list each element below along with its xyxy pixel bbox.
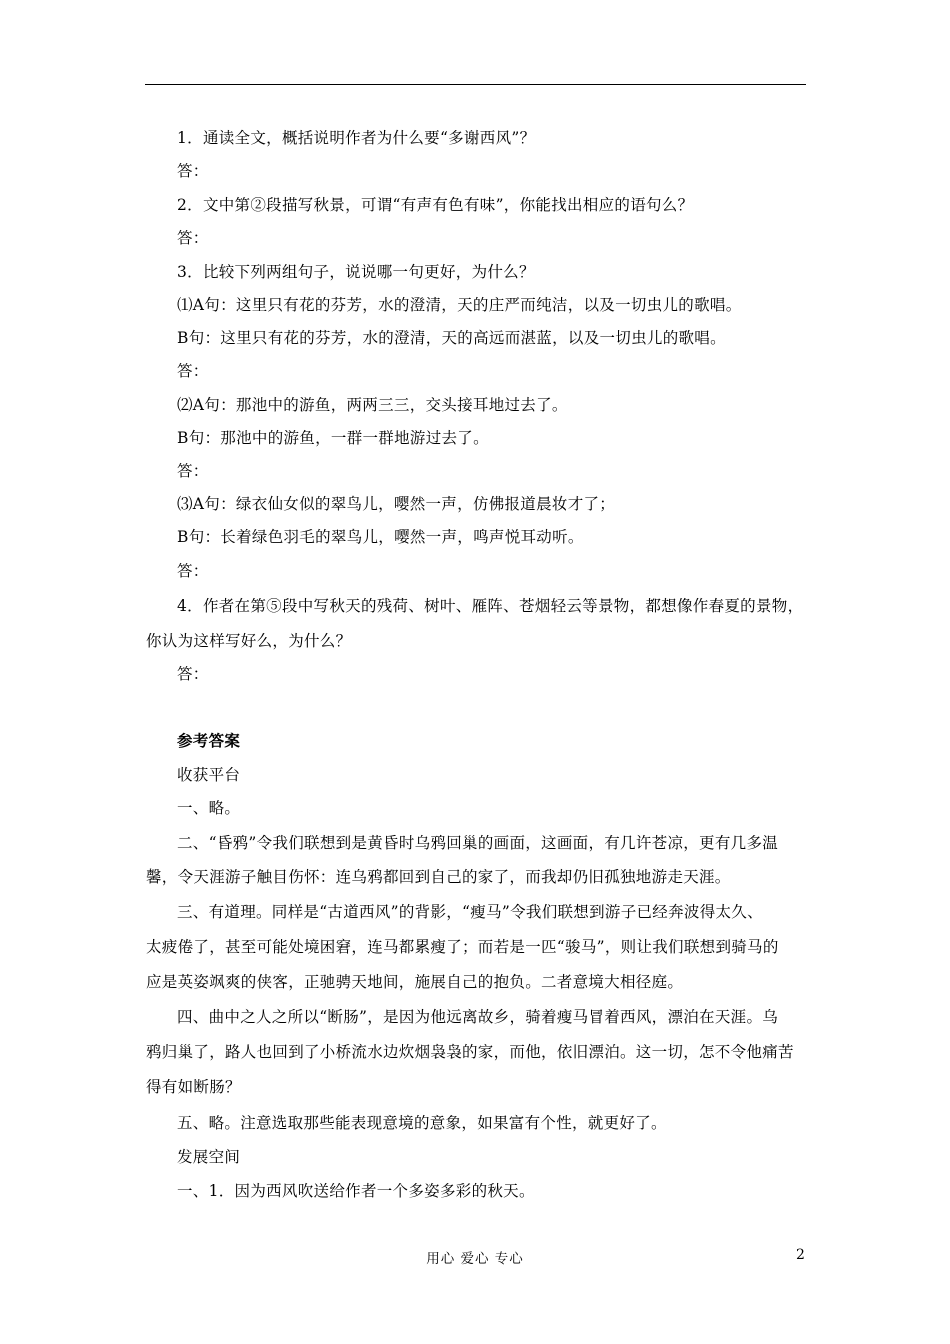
question-3-1-b: B句：这里只有花的芬芳，水的澄清，天的高远而湛蓝，以及一切虫儿的歌唱。 <box>177 329 726 347</box>
answer-item-3-line-1: 三、有道理。同样是“古道西风”的背影，“瘦马”令我们联想到游子已经奔波得太久、 <box>177 903 763 921</box>
answers-heading: 参考答案 <box>177 731 241 750</box>
question-2: 2．文中第②段描写秋景，可谓“有声有色有味”，你能找出相应的语句么？ <box>177 196 694 214</box>
answer-blank: 答： <box>177 665 209 683</box>
answer-item-2-line-1: 二、“昏鸦”令我们联想到是黄昏时乌鸦回巢的画面，这画面，有几许苍凉，更有几多温 <box>177 834 779 852</box>
answer-item-4-line-1: 四、曲中之人之所以“断肠”，是因为他远离故乡，骑着瘦马冒着西风，漂泊在天涯。乌 <box>177 1008 779 1026</box>
section-title-harvest: 收获平台 <box>177 766 241 784</box>
section-title-development: 发展空间 <box>177 1148 241 1166</box>
answer-item-2-line-2: 馨，令天涯游子触目伤怀：连乌鸦都回到自己的家了，而我却仍旧孤独地游走天涯。 <box>146 868 731 886</box>
answer-blank: 答： <box>177 562 209 580</box>
header-rule <box>145 84 806 85</box>
answer-item-5: 五、略。注意选取那些能表现意境的意象，如果富有个性，就更好了。 <box>177 1114 667 1132</box>
question-3-2-b: B句：那池中的游鱼，一群一群地游过去了。 <box>177 429 489 447</box>
question-3-2-a: ⑵A句：那池中的游鱼，两两三三，交头接耳地过去了。 <box>177 396 568 414</box>
question-4-line-1: 4．作者在第⑤段中写秋天的残荷、树叶、雁阵、苍烟轻云等景物，都想像作春夏的景物， <box>177 597 804 615</box>
question-3-3-a: ⑶A句：绿衣仙女似的翠鸟儿，嘤然一声，仿佛报道晨妆才了； <box>177 495 616 513</box>
footer-motto: 用心 爱心 专心 <box>426 1251 524 1267</box>
answer-blank: 答： <box>177 162 209 180</box>
question-1: 1．通读全文，概括说明作者为什么要“多谢西风”？ <box>177 129 536 147</box>
question-3: 3．比较下列两组句子，说说哪一句更好，为什么？ <box>177 263 535 281</box>
answer-item-4-line-2: 鸦归巢了，路人也回到了小桥流水边炊烟袅袅的家，而他，依旧漂泊。这一切，怎不令他痛苦 <box>146 1043 794 1061</box>
answer-item-4-line-3: 得有如断肠？ <box>146 1078 241 1096</box>
question-3-1-a: ⑴A句：这里只有花的芬芳，水的澄清，天的庄严而纯洁，以及一切虫儿的歌唱。 <box>177 296 742 314</box>
page-number: 2 <box>796 1247 805 1263</box>
answer-item-1: 一、略。 <box>177 799 241 817</box>
answer-blank: 答： <box>177 462 209 480</box>
question-3-3-b: B句：长着绿色羽毛的翠鸟儿，嘤然一声，鸣声悦耳动听。 <box>177 528 584 546</box>
answer-blank: 答： <box>177 229 209 247</box>
answer-blank: 答： <box>177 362 209 380</box>
question-4-line-2: 你认为这样写好么，为什么？ <box>146 632 352 650</box>
answer-item-3-line-2: 太疲倦了，甚至可能处境困窘，连马都累瘦了；而若是一匹“骏马”，则让我们联想到骑马的 <box>146 938 779 956</box>
answer-item-6: 一、1．因为西风吹送给作者一个多姿多彩的秋天。 <box>177 1182 535 1200</box>
answer-item-3-line-3: 应是英姿飒爽的侠客，正驰骋天地间，施展自己的抱负。二者意境大相径庭。 <box>146 973 684 991</box>
